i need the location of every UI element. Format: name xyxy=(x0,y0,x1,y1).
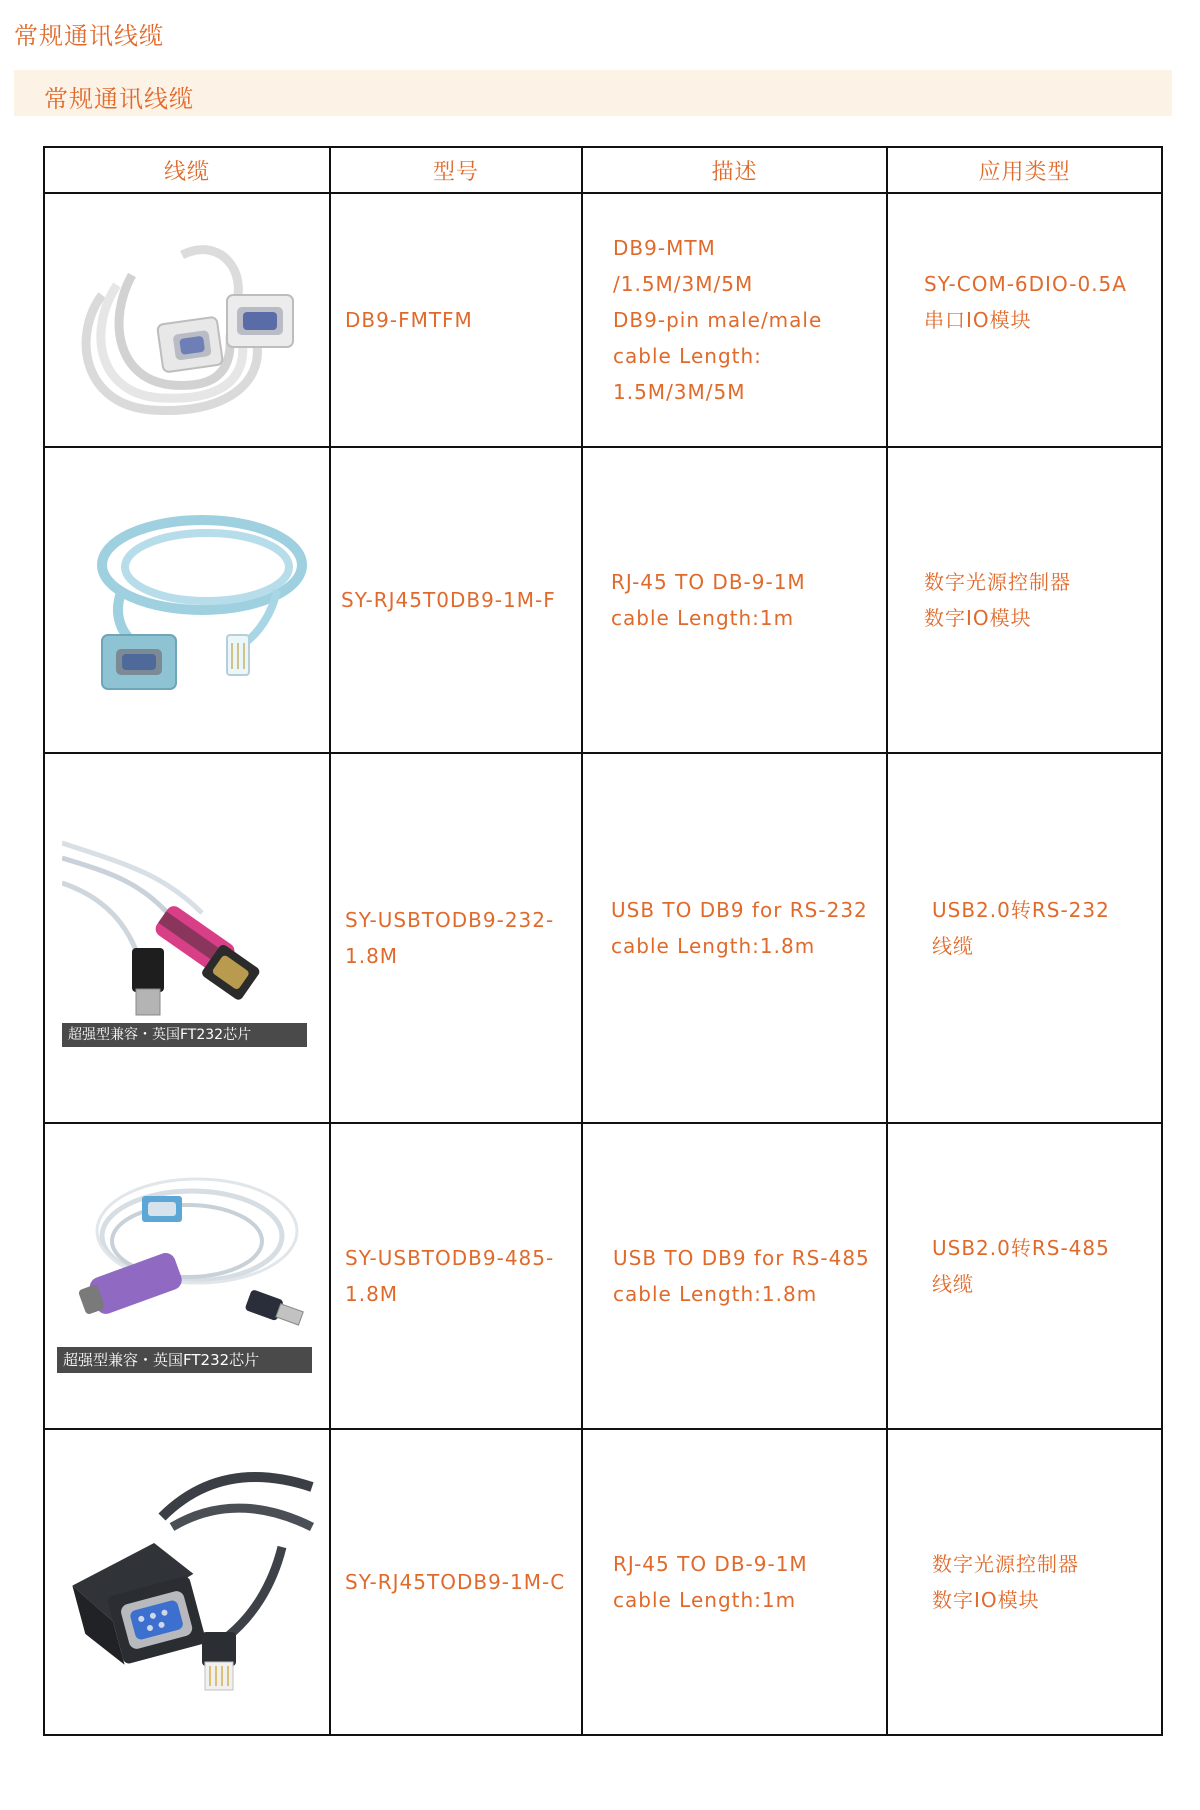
description-cell xyxy=(582,1123,887,1429)
application-line: USB2.0转RS-232 xyxy=(932,898,1110,922)
application-line: 串口IO模块 xyxy=(924,308,1032,332)
cable-image-cell xyxy=(44,447,330,753)
table-row xyxy=(44,1429,1162,1735)
application-cell xyxy=(887,753,1162,1123)
description-line: cable Length:1.8m xyxy=(613,1282,818,1306)
description-cell xyxy=(582,193,887,447)
model-line: SY-RJ45TODB9-1M-C xyxy=(345,1570,566,1594)
model-line: SY-USBTODB9-232- xyxy=(345,908,555,932)
model-cell xyxy=(330,193,582,447)
db9-serial-cable-image xyxy=(62,215,312,425)
model-line: DB9-FMTFM xyxy=(345,308,473,332)
description-line: 1.5M/3M/5M xyxy=(613,380,746,404)
model-cell xyxy=(330,1123,582,1429)
description-cell xyxy=(582,1429,887,1735)
description-cell xyxy=(582,447,887,753)
section-label: 常规通讯线缆 xyxy=(44,85,194,113)
cable-image-cell xyxy=(44,1429,330,1735)
image-caption-text: 超强型兼容・英国FT232芯片 xyxy=(63,1351,260,1369)
application-line: 数字IO模块 xyxy=(932,1588,1040,1612)
cable-image-cell xyxy=(44,1123,330,1429)
application-line: 数字IO模块 xyxy=(924,606,1032,630)
model-line: SY-USBTODB9-485- xyxy=(345,1246,555,1270)
page-title: 常规通讯线缆 xyxy=(14,22,164,50)
image-caption xyxy=(57,1347,312,1373)
description-cell xyxy=(582,753,887,1123)
model-cell xyxy=(330,447,582,753)
description-line: cable Length: xyxy=(613,344,762,368)
description-line: DB9-pin male/male xyxy=(613,308,823,332)
model-cell xyxy=(330,1429,582,1735)
cable-image-cell xyxy=(44,753,330,1123)
header-cable: 线缆 xyxy=(44,147,330,193)
description-line: RJ-45 TO DB-9-1M xyxy=(613,1552,808,1576)
header-description: 描述 xyxy=(582,147,887,193)
table-row xyxy=(44,1123,1162,1429)
rj45-db9-flat-cable-image xyxy=(62,495,312,705)
usb-db9-rs485-cable-image xyxy=(62,1161,312,1361)
application-cell xyxy=(887,193,1162,447)
product-table xyxy=(43,146,1163,1736)
description-line: cable Length:1m xyxy=(611,606,795,630)
description-line: cable Length:1.8m xyxy=(611,934,816,958)
section-header xyxy=(14,70,1172,116)
application-line: 数字光源控制器 xyxy=(924,570,1071,594)
table-row xyxy=(44,753,1162,1123)
description-line: /1.5M/3M/5M xyxy=(613,272,754,296)
application-line: USB2.0转RS-485 xyxy=(932,1236,1110,1260)
model-cell xyxy=(330,753,582,1123)
rj45-db9-round-cable-image xyxy=(52,1467,322,1697)
usb-db9-rs232-cable-image xyxy=(62,823,312,1023)
model-line: 1.8M xyxy=(345,944,399,968)
table-row xyxy=(44,193,1162,447)
application-cell xyxy=(887,447,1162,753)
description-line: RJ-45 TO DB-9-1M xyxy=(611,570,806,594)
application-line: 线缆 xyxy=(932,1272,974,1296)
model-line: 1.8M xyxy=(345,1282,399,1306)
cable-image-cell xyxy=(44,193,330,447)
application-line: 线缆 xyxy=(932,934,974,958)
description-line: USB TO DB9 for RS-232 xyxy=(611,898,868,922)
application-line: 数字光源控制器 xyxy=(932,1552,1079,1576)
application-line: SY-COM-6DIO-0.5A xyxy=(924,272,1127,296)
table-header-row xyxy=(44,147,1162,193)
image-caption xyxy=(62,1023,307,1047)
description-line: USB TO DB9 for RS-485 xyxy=(613,1246,870,1270)
description-line: cable Length:1m xyxy=(613,1588,797,1612)
table-row xyxy=(44,447,1162,753)
application-cell xyxy=(887,1429,1162,1735)
description-line: DB9-MTM xyxy=(613,236,716,260)
header-model: 型号 xyxy=(330,147,582,193)
image-caption-text: 超强型兼容・英国FT232芯片 xyxy=(68,1027,252,1043)
application-cell xyxy=(887,1123,1162,1429)
model-line: SY-RJ45T0DB9-1M-F xyxy=(341,588,556,612)
header-application: 应用类型 xyxy=(887,147,1162,193)
